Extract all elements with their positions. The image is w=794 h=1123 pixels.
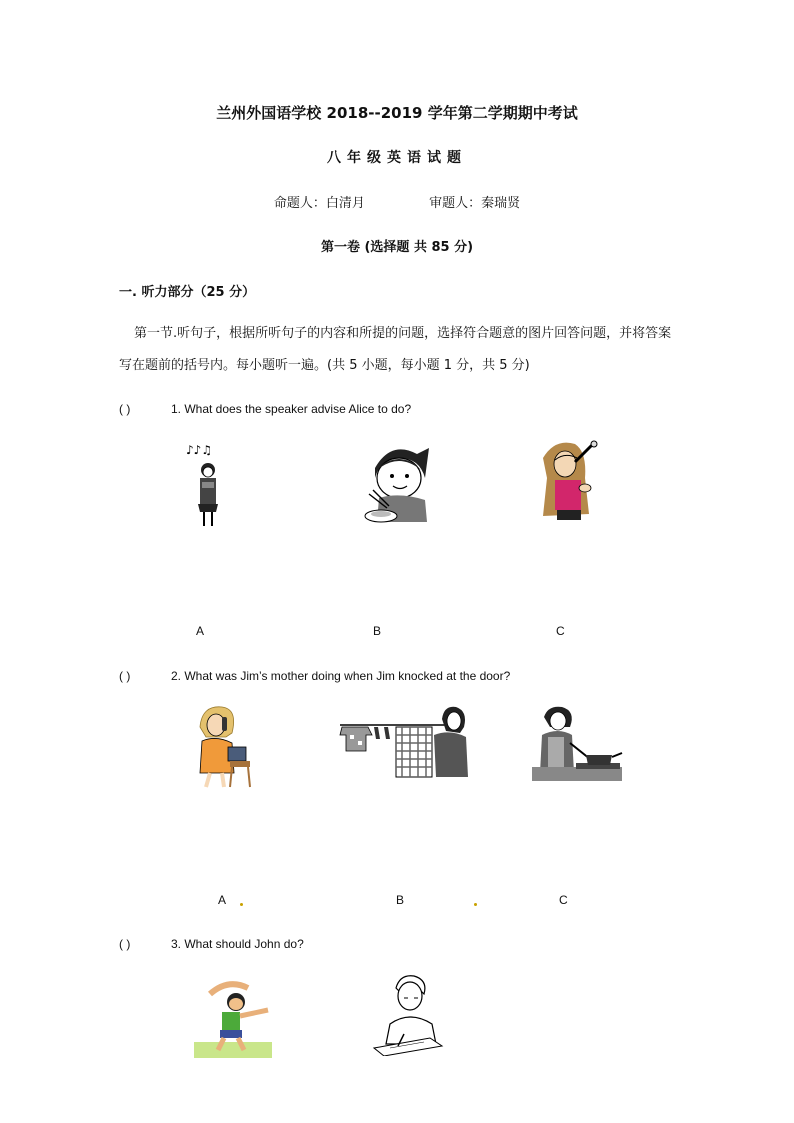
svg-text:♪♪♫: ♪♪♫ bbox=[186, 443, 213, 457]
q2-option-c: C bbox=[559, 893, 568, 907]
exam-subtitle: 八年级英语试题 bbox=[327, 150, 467, 166]
girl-eating-image bbox=[355, 438, 435, 526]
woman-laundry-image bbox=[338, 705, 470, 781]
q1-option-a: A bbox=[196, 624, 205, 638]
question-3 bbox=[119, 937, 304, 951]
q2-option-a: A bbox=[218, 893, 227, 907]
answer-paren[interactable]: ( ) bbox=[119, 669, 131, 683]
question-text: 1. What does the speaker advise Alice to do? bbox=[171, 402, 412, 416]
q1-option-c: C bbox=[556, 624, 565, 638]
q2-option-b: B bbox=[396, 893, 405, 907]
volume-heading: 第一卷 (选择题 共 85 分) bbox=[320, 240, 474, 255]
answer-paren[interactable]: ( ) bbox=[119, 937, 131, 951]
marker-dot bbox=[474, 903, 477, 906]
question-text: 2. What was Jim’s mother doing when Jim knocked at the door? bbox=[171, 669, 511, 683]
boy-writing-image bbox=[370, 974, 446, 1056]
authors-line bbox=[0, 192, 794, 211]
question-2 bbox=[119, 669, 510, 683]
author-label: 命题人：白清月 bbox=[273, 196, 365, 211]
girl-hair-image bbox=[535, 438, 600, 524]
boy-exercising-image bbox=[194, 976, 272, 1058]
answer-paren[interactable]: ( ) bbox=[119, 402, 131, 416]
question-1 bbox=[119, 402, 411, 416]
woman-cooking-image bbox=[530, 705, 624, 783]
woman-phone-image bbox=[192, 703, 254, 791]
q1-option-b: B bbox=[373, 624, 382, 638]
girl-singing-image bbox=[184, 438, 234, 530]
exam-title: 兰州外国语学校 2018--2019 学年第二学期期中考试 bbox=[216, 104, 578, 122]
reviewer-label: 审题人：秦瑞贤 bbox=[429, 196, 521, 211]
marker-dot bbox=[240, 903, 243, 906]
question-text: 3. What should John do? bbox=[171, 937, 304, 951]
section-instructions: 第一节.听句子，根据所听句子的内容和所提的问题，选择符合题意的图片回答问题，并将答案写在题前的括号内。每小题听一遍。(共 5 小题，每小题 1 分，共 5 分) bbox=[119, 326, 672, 373]
section-heading: 一. 听力部分（25 分） bbox=[119, 285, 256, 300]
